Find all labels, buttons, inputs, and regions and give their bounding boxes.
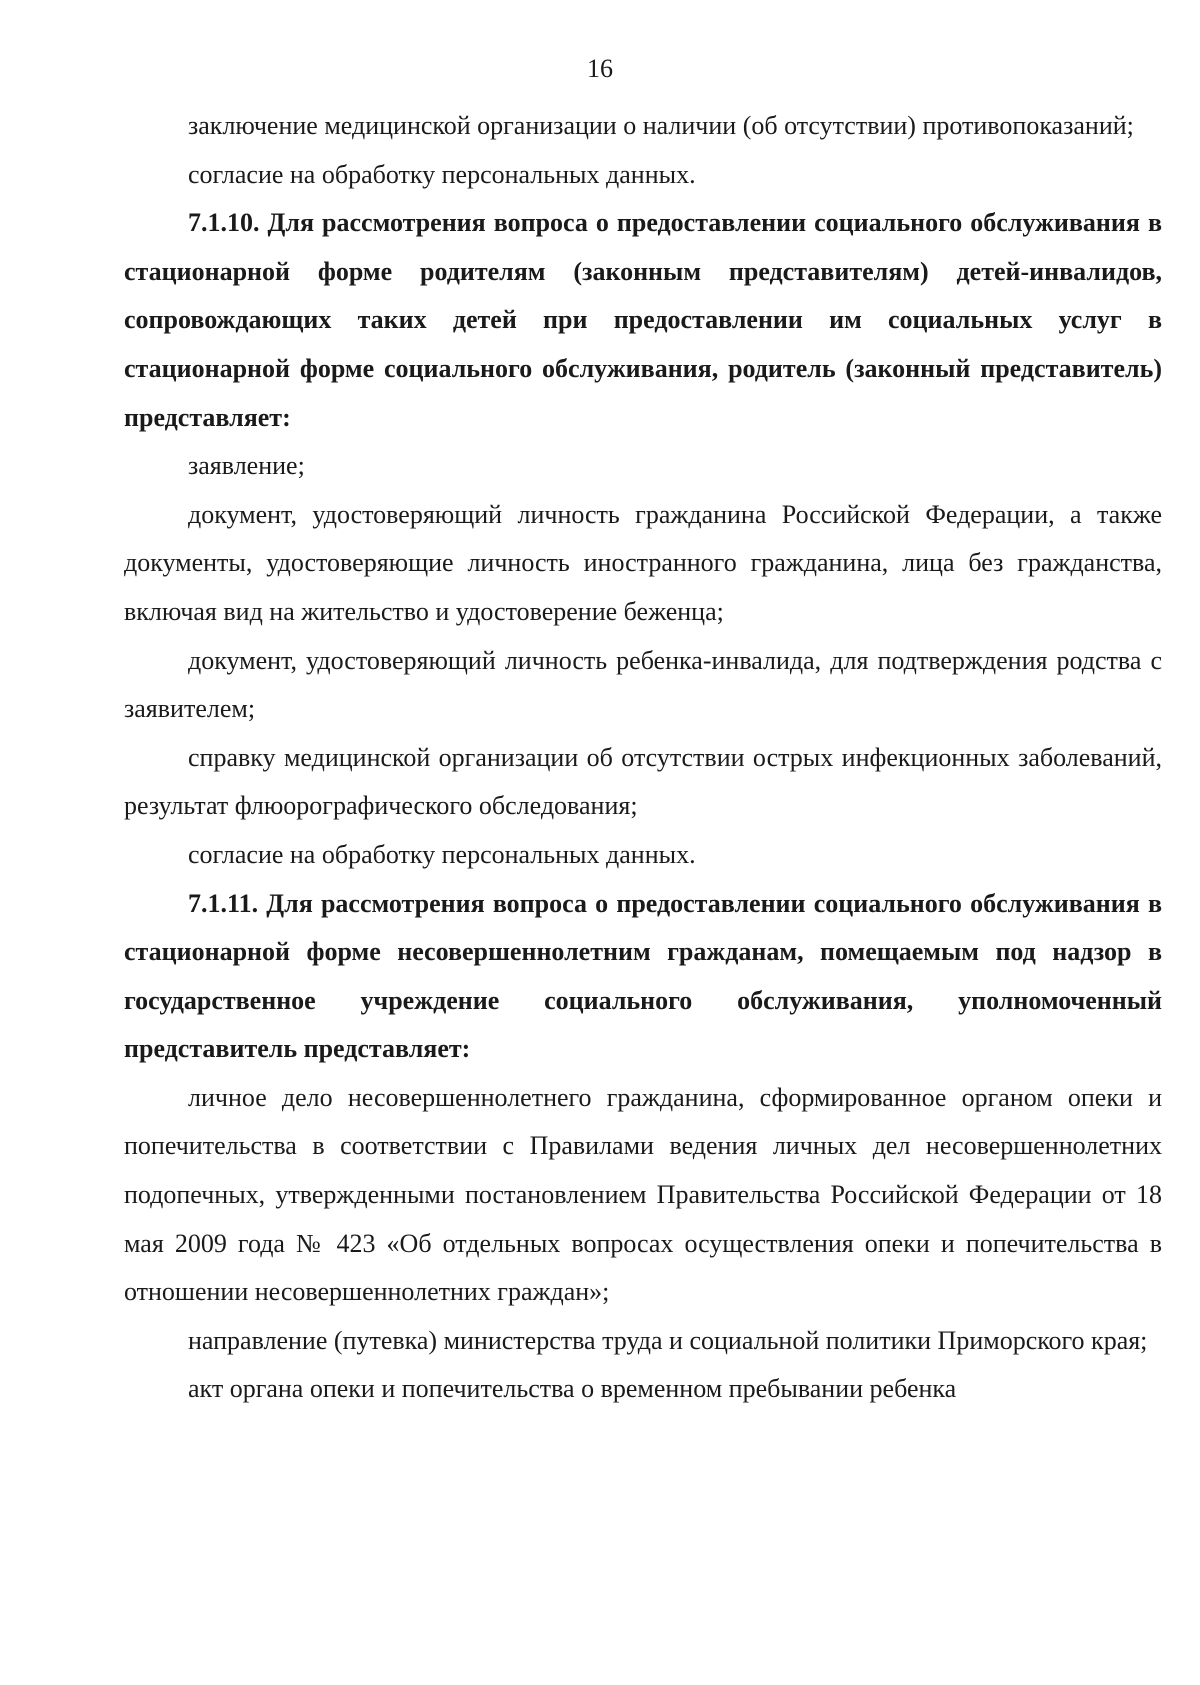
paragraph-personal-file: личное дело несовершеннолетнего гражданина, сформированное органом опеки и попечительства в соответствии с Правилами ведения личных дел несовершеннолетних подопечных, утвержденными постановлением Правительства Российской Федерации от 18 мая 2009 года № 423 «Об отдельных вопросах осуществления опеки и попечительства в отношении несовершеннолетних граждан»;	[124, 1082, 1162, 1307]
paragraph-identity-document: документ, удостоверяющий личность гражданина Российской Федерации, а также документы, удостоверяющие личность иностранного гражданина, лица без гражданства, включая вид на жительство и удостоверение беженца;	[124, 499, 1162, 626]
document-body	[124, 102, 1162, 1414]
paragraph-child-identity: документ, удостоверяющий личность ребенка-инвалида, для подтверждения родства с заявителем;	[124, 645, 1162, 724]
paragraph-referral: направление (путевка) министерства труда и социальной политики Приморского края;	[188, 1325, 1148, 1355]
paragraph-medical-conclusion: заключение медицинской организации о наличии (об отсутствии) противопоказаний;	[188, 111, 1134, 140]
paragraph-medical-certificate: справку медицинской организации об отсутствии острых инфекционных заболеваний, результат флюорографического обследования;	[124, 742, 1162, 821]
page-number: 16	[587, 54, 613, 83]
paragraph-consent-1: согласие на обработку персональных данных.	[188, 159, 696, 189]
paragraph-guardianship-act: акт органа опеки и попечительства о временном пребывании ребенка	[188, 1374, 957, 1404]
paragraph-section-7-1-10: 7.1.10. Для рассмотрения вопроса о предоставлении социального обслуживания в стационарной форме родителям (законным представителям) детей-инвалидов, сопровождающих таких детей при предоставлении им социальных услуг в стационарной форме социального обслуживания, родитель (законный представитель) представляет:	[124, 208, 1162, 432]
paragraph-application: заявление;	[188, 451, 305, 481]
paragraph-consent-2: согласие на обработку персональных данных.	[188, 839, 696, 869]
paragraph-section-7-1-11: 7.1.11. Для рассмотрения вопроса о предоставлении социального обслуживания в стационарной форме несовершеннолетним гражданам, помещаемым под надзор в государственное учреждение социального обслуживания, уполномоченный представитель представляет:	[124, 888, 1162, 1064]
